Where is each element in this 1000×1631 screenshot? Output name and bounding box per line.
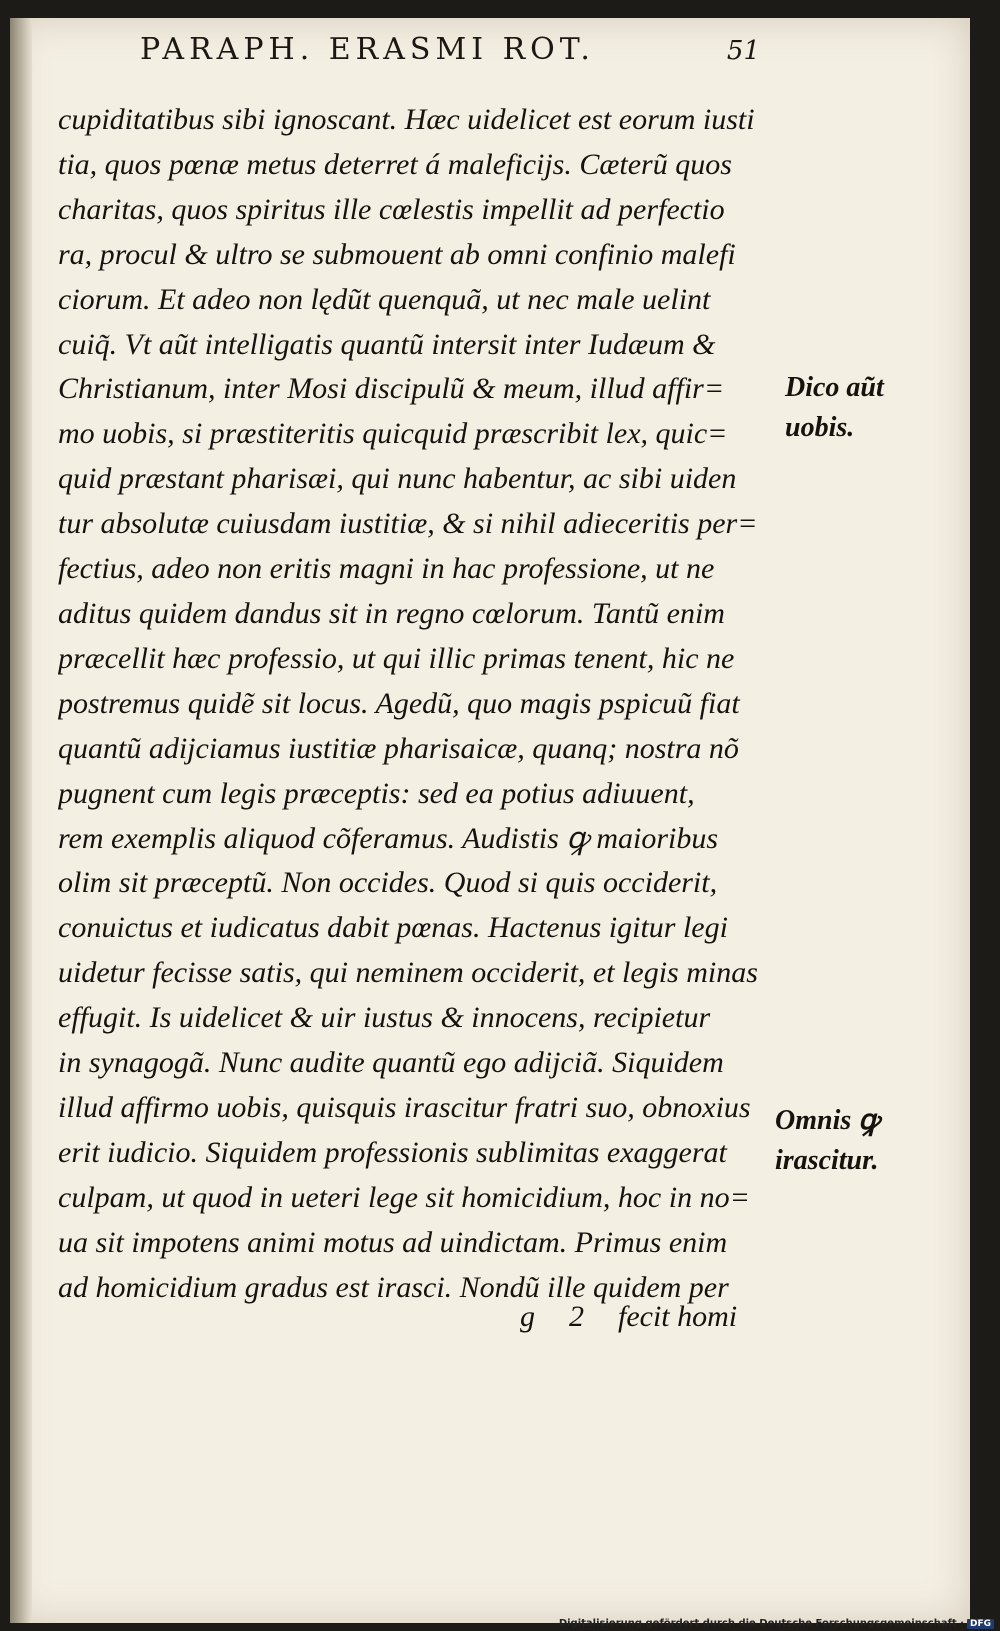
margin-note: Dico aũt uobis. (785, 372, 884, 443)
text-line: charitas, quos spiritus ille cœlestis impellit ad perfectio (58, 192, 725, 226)
running-head-title: PARAPH. ERASMI ROT. (140, 32, 595, 67)
text-line: mo uobis, si præstiteritis quicquid præscribit lex, quic= (58, 417, 728, 451)
text-line: erit iudicio. Siquidem professionis sublimitas exaggerat (58, 1135, 727, 1169)
text-line: præcellit hæc professio, ut qui illic primas tenent, hic ne (58, 641, 735, 675)
text-line: ad homicidium gradus est irasci. Nondũ ille quidem per (58, 1270, 729, 1304)
digitization-credit (559, 1618, 994, 1629)
text-line: illud affirmo uobis, quisquis irascitur fratri suo, obnoxius (58, 1090, 751, 1124)
text-line: olim sit præceptũ. Non occides. Quod si quis occiderit, (58, 866, 718, 900)
text-line: aditus quidem dandus sit in regno cœlorum. Tantũ enim (58, 596, 725, 630)
page-gutter-shadow (10, 18, 32, 1623)
text-line: effugit. Is uidelicet & uir iustus & innocens, recipietur (58, 1001, 711, 1035)
text-line: in synagogã. Nunc audite quantũ ego adijciã. Siquidem (58, 1046, 724, 1080)
text-line: ciorum. Et adeo non lędũt quenquã, ut nec male uelint (58, 282, 711, 316)
text-line: quantũ adijciamus iustitiæ pharisaicæ, quanq; nostra nõ (58, 731, 739, 765)
text-line: pugnent cum legis præceptis: sed ea potius adiuuent, (58, 776, 695, 810)
running-head (140, 32, 760, 67)
text-line: fectius, adeo non eritis magni in hac professione, ut ne (58, 552, 715, 586)
text-line: Christianum, inter Mosi discipulũ & meum, illud affir= (58, 372, 725, 406)
text-line: cupiditatibus sibi ignoscant. Hæc uidelicet est eorum iusti (58, 103, 755, 136)
text-line: tia, quos pœnæ metus deterret á maleficijs. Cæterũ quos (58, 147, 732, 181)
credit-text: Digitalisierung gefördert durch die Deutsche Forschungsgemeinschaft · (558, 1618, 964, 1629)
catchword: fecit homi (618, 1300, 738, 1333)
text-line: ra, procul & ultro se submouent ab omni confinio malefi (58, 237, 736, 271)
text-line: rem exemplis aliquod cõferamus. Audistis ꝙ maioribus (58, 821, 719, 855)
text-line: uidetur fecisse satis, qui neminem occiderit, et legis minas (58, 956, 758, 990)
catchline (520, 1300, 770, 1334)
text-line: culpam, ut quod in ueteri lege sit homicidium, hoc in no= (58, 1180, 750, 1214)
book-page (10, 18, 970, 1623)
margin-note: Omnis ꝙ irascitur. (775, 1105, 880, 1176)
text-line: cuiq̃. Vt aũt intelligatis quantũ intersit inter Iudæum & (58, 327, 716, 361)
text-line: postremus quidẽ sit locus. Agedũ, quo magis pspicuũ fiat (58, 686, 740, 720)
text-line: quid præstant pharisæi, qui nunc habentur, ac sibi uiden (58, 462, 737, 496)
signature-number: 2 (569, 1300, 584, 1333)
body-text (58, 98, 770, 1310)
text-line: conuictus et iudicatus dabit pœnas. Hactenus igitur legi (58, 911, 728, 945)
text-line: ua sit impotens animi motus ad uindictam. Primus enim (58, 1225, 728, 1259)
dfg-logo: DFG (967, 1619, 994, 1629)
text-line: tur absolutæ cuiusdam iustitiæ, & si nihil adieceritis per= (58, 507, 758, 541)
signature-mark: g (520, 1300, 535, 1333)
folio-number: 51 (726, 36, 760, 66)
